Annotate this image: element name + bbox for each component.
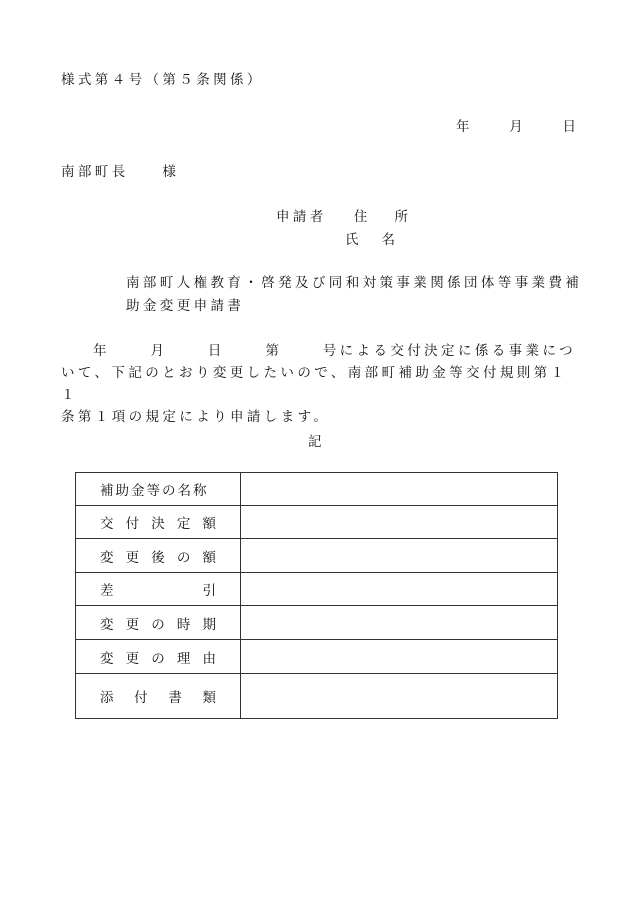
table-row-label-char: 書 (168, 690, 182, 706)
table-row-label-char: 補助金等の名称 (100, 483, 209, 499)
table-row-label-char: 由 (202, 650, 216, 667)
table-row-label-char: 決 (151, 516, 165, 532)
date-year-label: 年 (456, 119, 470, 135)
record-heading: 記 (308, 434, 322, 450)
table-row-label-char: 引 (202, 583, 216, 599)
table-row-label-text (76, 686, 240, 706)
address-label-part2: 所 (394, 209, 408, 225)
table-row-label-text (76, 613, 240, 633)
table-row (76, 674, 558, 719)
document-title-line1: 南部町人権教育・啓発及び同和対策事業関係団体等事業費補 (126, 275, 583, 291)
table-row-value[interactable] (241, 674, 558, 719)
table-row-label-text (76, 479, 240, 499)
table-row-label-char: 後 (151, 549, 165, 566)
table-row (76, 506, 558, 539)
table-row (76, 640, 558, 674)
table-row-value[interactable] (241, 506, 558, 539)
table-row (76, 539, 558, 573)
table-row-label (76, 506, 241, 539)
table-row-label-char: 変 (100, 650, 114, 667)
body-no: 第 (265, 343, 283, 359)
table-row-label-char: の (151, 616, 165, 633)
body-text (61, 340, 576, 428)
table-row-value[interactable] (241, 539, 558, 573)
table-row-value[interactable] (241, 640, 558, 674)
table-row-label-char: 時 (176, 616, 191, 633)
table-row-value[interactable] (241, 473, 558, 506)
table-row-label-char: 差 (100, 583, 114, 599)
table-row-label-char: 更 (125, 616, 140, 633)
name-label-part1: 氏 (345, 232, 359, 248)
table-row-label-char: 付 (134, 690, 148, 706)
table-row-value[interactable] (241, 573, 558, 606)
table-row-label (76, 674, 241, 719)
form-number: 様式第４号（第５条関係） (61, 72, 264, 88)
table-row-label-char: 額 (202, 516, 216, 532)
body-year: 年 (93, 343, 110, 359)
date-day-label: 日 (562, 119, 576, 135)
table-row-label-char: 類 (202, 690, 216, 706)
table-row-value[interactable] (241, 606, 558, 640)
name-label-part2: 名 (381, 232, 395, 248)
table-row-label-text (76, 647, 240, 667)
addressee: 南部町長 様 (61, 164, 180, 180)
table-row-label (76, 539, 241, 573)
table-row-label-text (76, 512, 240, 532)
table-row-label-char: 期 (202, 616, 216, 633)
table-row-label-char: の (151, 650, 165, 667)
body-line-3: 条第１項の規定により申請します。 (61, 409, 331, 425)
table-row-label-char: 更 (125, 549, 140, 566)
body-line-1 (61, 340, 576, 362)
table-row-label-char: 変 (100, 549, 114, 566)
table-row-label-char: 理 (176, 650, 191, 667)
applicant-address-line (276, 205, 408, 225)
table-row (76, 606, 558, 640)
table-row (76, 473, 558, 506)
body-day: 日 (207, 343, 225, 359)
table-row-label-text (76, 546, 240, 566)
body-month: 月 (150, 343, 168, 359)
table-row-label (76, 640, 241, 674)
body-line-2: いて、下記のとおり変更したいので、南部町補助金等交付規則第１１ (61, 365, 568, 403)
address-label-part1: 住 (353, 209, 368, 225)
table-row-label (76, 473, 241, 506)
table-row-label-char: 付 (125, 516, 140, 532)
body-line1-rest: 号による交付決定に係る事業につ (322, 343, 576, 359)
table-row-label-char: 添 (100, 690, 114, 706)
table-row-label-char: 額 (202, 549, 216, 566)
table-row-label-char: 変 (100, 616, 114, 633)
table-row-label-char: の (176, 549, 191, 566)
table-row-label-char: 定 (176, 516, 191, 532)
detail-table (75, 472, 558, 719)
date-line (456, 115, 576, 135)
detail-table-body (76, 473, 558, 719)
table-row (76, 573, 558, 606)
table-row-label-char: 交 (100, 516, 114, 532)
table-row-label-char: 更 (125, 650, 140, 667)
table-row-label-text (76, 579, 240, 599)
date-month-label: 月 (509, 119, 523, 135)
document-title (126, 272, 586, 318)
table-row-label (76, 606, 241, 640)
applicant-name-line (345, 228, 395, 248)
document-title-line2: 助金変更申請書 (126, 298, 245, 314)
applicant-label: 申請者 (276, 209, 327, 225)
table-row-label (76, 573, 241, 606)
